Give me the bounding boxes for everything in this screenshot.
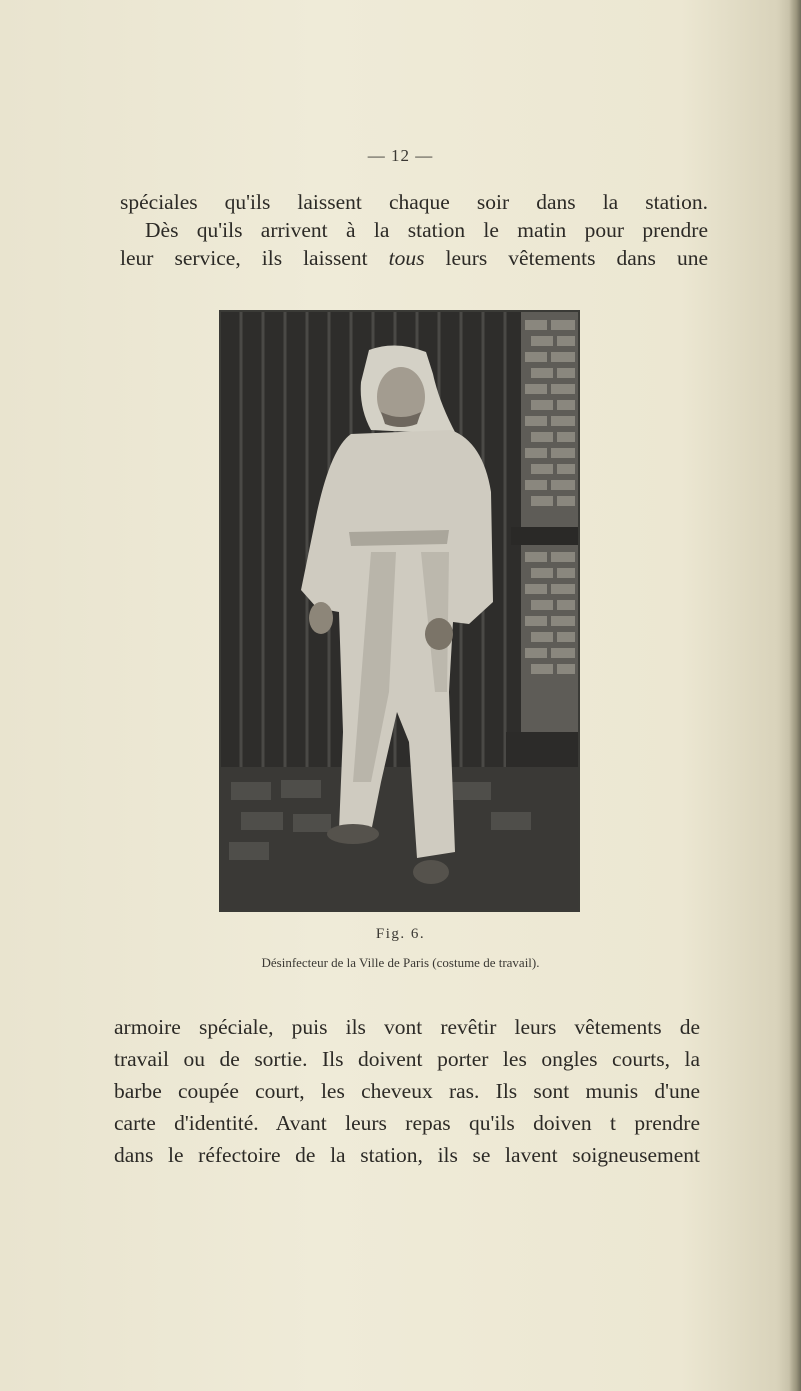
text-line: barbe coupée court, les cheveux ras. Ils sont munis d'une xyxy=(114,1079,700,1103)
text-line: carte d'identité. Avant leurs repas qu'ils doiven t prendre xyxy=(114,1111,700,1135)
text-line: Dès qu'ils arrivent à la station le matin pour prendre xyxy=(145,218,708,242)
paragraph-bottom xyxy=(114,1011,700,1171)
text-line: spéciales qu'ils laissent chaque soir dans la station. xyxy=(120,190,708,214)
page-edge xyxy=(789,0,801,1391)
text-run: leurs vêtements dans une xyxy=(424,246,708,270)
text-line: travail ou de sortie. Ils doivent porter les ongles courts, la xyxy=(114,1047,700,1071)
italic-word: tous xyxy=(388,246,425,270)
figure-photograph xyxy=(219,310,580,912)
page-number: — 12 — xyxy=(367,146,434,165)
text-line: armoire spéciale, puis ils vont revêtir leurs vêtements de xyxy=(114,1015,700,1039)
paragraph-top xyxy=(120,188,708,272)
text-line: dans le réfectoire de la station, ils se lavent soigneusement xyxy=(114,1143,700,1167)
text-run: leur service, ils laissent xyxy=(120,246,389,270)
text-line xyxy=(120,244,708,272)
figure-caption: Désinfecteur de la Ville de Paris (costume de travail). xyxy=(261,955,540,970)
figure-label: Fig. 6. xyxy=(375,926,426,942)
